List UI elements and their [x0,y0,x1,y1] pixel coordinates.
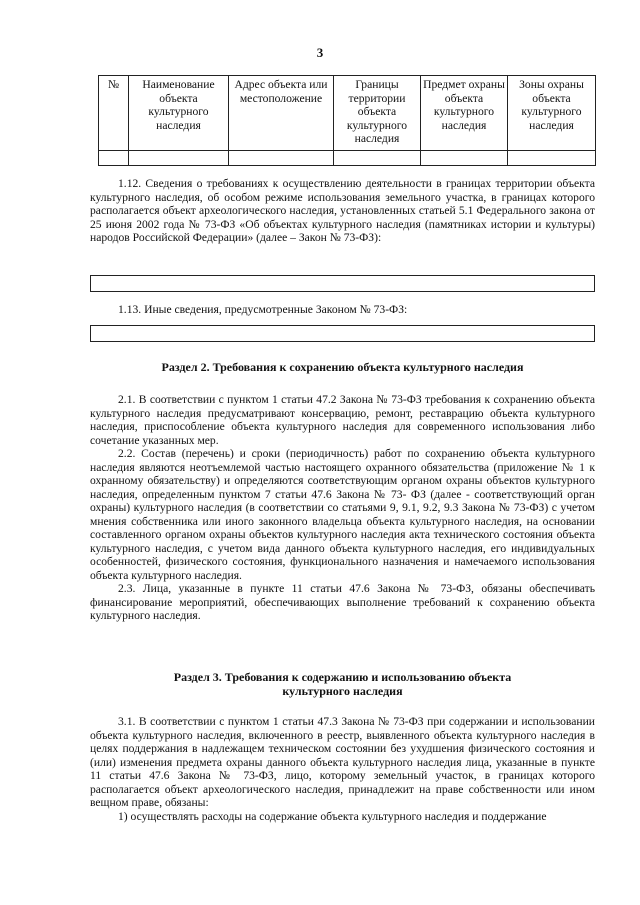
column-header-address: Адрес объекта или местоположение [229,76,334,151]
section-3-title-line-1: Раздел 3. Требования к содержанию и использованию объекта [173,670,512,684]
table-cell[interactable] [421,151,508,166]
paragraph-3-1-item-1: 1) осуществлять расходы на содержание объекта культурного наследия и поддержание [118,809,547,823]
paragraph-2-2: 2.2. Состав (перечень) и сроки (периодичность) работ по сохранению объекта культурного наследия являются неотъемлемой частью настоящего охранного обязательства (приложение № 1 к охранному обязательству) и определяются соответствующим органом охраны объектов культурного наследия, определенным пунктом 7 статьи 47.6 Закона № 73- ФЗ (далее - соответствующий орган охраны) культурного наследия (в соответствии со статьями 9, 9.1, 9.2, 9.3 Закона № 73-ФЗ) с учетом мнения собственника или иного законного владельца объекта культурного наследия, на основании составленного органом охраны объектов культурного наследия акта технического состояния объекта культурного наследия, с учетом вида данного объекта культурного наследия, его индивидуальных особенностей, физического состояния, функционального назначения и намечаемого использования объекта культурного наследия. [90,447,595,582]
column-header-protection-subject: Предмет охраны объекта культурного наследия [421,76,508,151]
page-number: 3 [316,45,324,60]
table-cell[interactable] [334,151,421,166]
paragraph-1-12: 1.12. Сведения о требованиях к осуществлению деятельности в границах территории объекта культурного наследия, об особом режиме использования земельного участка, в границах которого располагается объект археологического наследия, установленных статьей 5.1 Федерального закона от 25 июня 2002 года № 73-ФЗ «Об объектах культурного наследия (памятниках истории и культуры) народов Российской Федерации» (далее – Закон № 73-ФЗ): [90,177,595,244]
table-cell[interactable] [229,151,334,166]
section-3-title [90,670,595,698]
column-header-protection-zones: Зоны охраны объекта культурного наследия [508,76,596,151]
paragraph-3-1: 3.1. В соответствии с пунктом 1 статьи 47.3 Закона № 73-ФЗ при содержании и использовании объекта культурного наследия, включенного в реестр, выявленного объекта культурного наследия в целях поддержания в надлежащем техническом состоянии без ухудшения физического состояния и (или) изменения предмета охраны данного объекта культурного наследия лица, указанные в пункте 11 статьи 47.6 Закона № 73-ФЗ, лицо, которому земельный участок, в границах которого располагается объект археологического наследия, принадлежит на праве собственности или ином вещном праве, обязаны: [90,715,595,809]
section-3-title-line-2: культурного наследия [282,684,403,698]
section-2-title: Раздел 2. Требования к сохранению объекта культурного наследия [161,360,524,374]
column-header-number: № [99,76,129,151]
table-cell[interactable] [99,151,129,166]
input-box-1-12[interactable] [90,275,595,292]
heritage-object-table [98,75,596,166]
column-header-boundaries: Границы территории объекта культурного наследия [334,76,421,151]
table-header-row [99,76,596,151]
table-cell[interactable] [129,151,229,166]
paragraph-2-1: 2.1. В соответствии с пунктом 1 статьи 47.2 Закона № 73-ФЗ требования к сохранению объекта культурного наследия предусматривают консервацию, ремонт, реставрацию объекта культурного наследия, приспособление объекта культурного наследия для современного использования либо сочетание указанных мер. [90,393,595,447]
paragraph-2-3: 2.3. Лица, указанные в пункте 11 статьи 47.6 Закона № 73-ФЗ, обязаны обеспечивать финансирование мероприятий, обеспечивающих выполнение требований к сохранению объекта культурного наследия. [90,582,595,622]
column-header-name: Наименование объекта культурного наследия [129,76,229,151]
table-cell[interactable] [508,151,596,166]
section-1-13 [90,303,595,317]
table-row [99,151,596,166]
section-3-body [90,715,595,823]
input-box-1-13[interactable] [90,325,595,342]
section-2-body [90,393,595,623]
section-1-12 [90,177,595,245]
paragraph-1-13: 1.13. Иные сведения, предусмотренные Законом № 73-ФЗ: [118,303,408,316]
